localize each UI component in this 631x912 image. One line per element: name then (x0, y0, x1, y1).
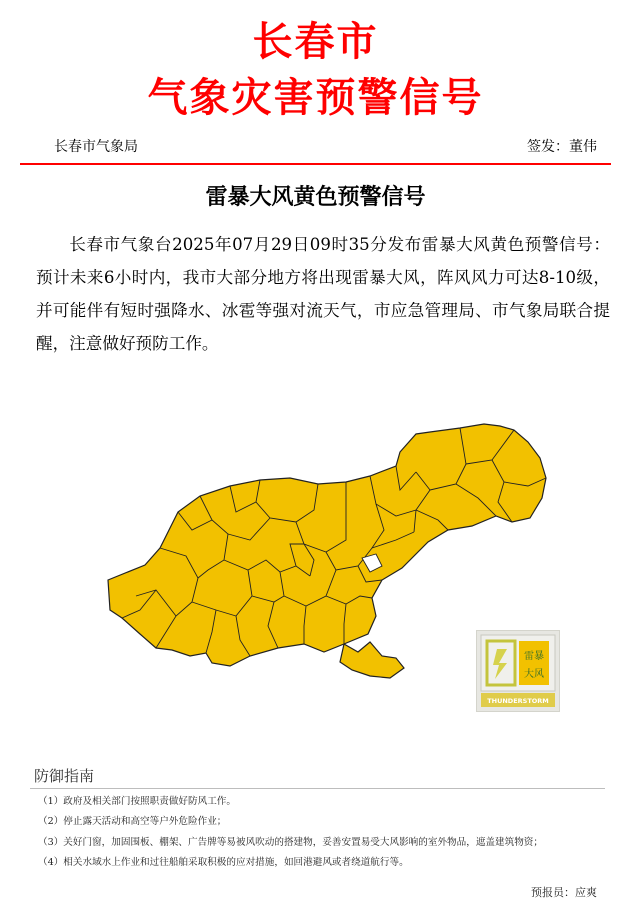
guide-list (38, 792, 618, 874)
guide-item: （2）停止露天活动和高空等户外危险作业； (38, 816, 227, 828)
issuer-label: 长春市气象局 (54, 139, 138, 155)
warning-body: 长春市气象台2025年07月29日09时35分发布雷暴大风黄色预警信号：预计未来6小时内，我市大部分地方将出现雷暴大风，阵风风力可达8-10级，并可能伴有短时强降水、冰雹等强对流天气，市应急管理局、市气象局联合提醒，注意做好预防工作。 (36, 235, 610, 353)
guide-title: 防御指南 (34, 767, 95, 785)
guide-item: （1）政府及相关部门按照职责做好防风工作。 (38, 796, 236, 807)
guide-divider (30, 788, 605, 789)
forecaster-label: 预报员：应爽 (531, 886, 597, 899)
header-divider (20, 163, 611, 165)
map-region-south (340, 642, 404, 678)
warning-signal-icon (477, 631, 559, 711)
guide-item: （4）相关水域水上作业和过往船舶采取积极的应对措施，如回港避风或者绕道航行等。 (38, 857, 409, 869)
badge-caption: THUNDERSTORM (487, 697, 549, 705)
signer-label: 签发：董伟 (527, 139, 597, 155)
guide-item: （3）关好门窗，加固围板、棚架、广告牌等易被风吹动的搭建物，妥善安置易受大风影响的室外物品，遮盖建筑物资； (38, 836, 543, 848)
warning-headline: 雷暴大风黄色预警信号 (205, 185, 426, 210)
warning-signal-badge (476, 630, 560, 712)
badge-text-top: 雷暴 (524, 651, 544, 662)
agency-title: 长春市 (252, 19, 379, 65)
badge-text-bottom: 大风 (524, 669, 544, 680)
document-title: 气象灾害预警信号 (147, 75, 484, 121)
